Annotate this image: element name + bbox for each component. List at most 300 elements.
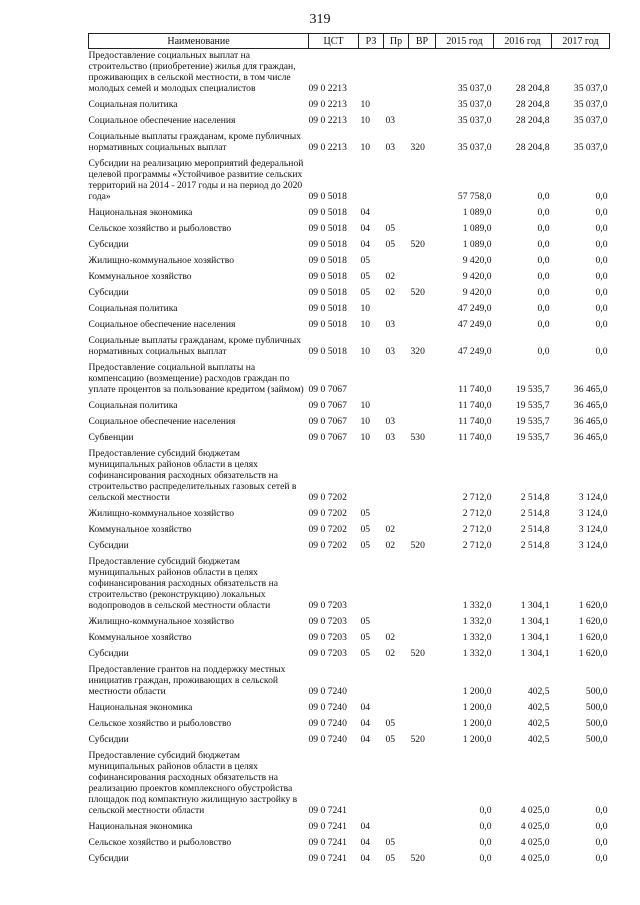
row-pr bbox=[384, 302, 409, 318]
row-cst: 09 0 7241 bbox=[308, 821, 347, 832]
row-pr: 02 bbox=[385, 271, 396, 282]
row-value-2016: 28 204,8 bbox=[515, 99, 550, 110]
row-value-2015: 1 200,0 bbox=[462, 686, 492, 697]
row-vr bbox=[409, 717, 436, 733]
row-value-2016: 19 535,7 bbox=[515, 416, 550, 427]
row-cst: 09 0 5018 bbox=[308, 287, 347, 298]
row-value-2015: 1 089,0 bbox=[462, 223, 492, 234]
row-value-2016: 0,0 bbox=[537, 255, 550, 266]
row-pr bbox=[384, 157, 409, 206]
row-cst: 09 0 7203 bbox=[308, 616, 347, 627]
row-value-2016: 0,0 bbox=[537, 223, 550, 234]
row-name: Социальная политика bbox=[88, 400, 178, 411]
row-rz: 04 bbox=[360, 837, 371, 848]
row-vr bbox=[409, 222, 436, 238]
row-vr bbox=[409, 114, 436, 130]
row-rz: 10 bbox=[360, 346, 371, 357]
row-value-2015: 1 332,0 bbox=[462, 632, 492, 643]
row-name: Сельское хозяйство и рыболовство bbox=[88, 718, 232, 729]
row-value-2015: 1 332,0 bbox=[462, 600, 492, 611]
row-vr bbox=[409, 523, 436, 539]
row-pr: 02 bbox=[385, 648, 396, 659]
row-cst: 09 0 2213 bbox=[308, 115, 347, 126]
row-value-2015: 9 420,0 bbox=[462, 271, 492, 282]
row-vr bbox=[409, 49, 436, 99]
row-cst: 09 0 7240 bbox=[308, 702, 347, 713]
row-value-2016: 28 204,8 bbox=[515, 83, 550, 94]
row-value-2017: 36 465,0 bbox=[573, 384, 608, 395]
row-value-2016: 0,0 bbox=[537, 303, 550, 314]
row-rz bbox=[359, 447, 384, 507]
row-rz: 04 bbox=[360, 853, 371, 864]
row-rz bbox=[359, 749, 384, 820]
row-cst: 09 0 7067 bbox=[308, 384, 347, 395]
table-row bbox=[89, 663, 610, 701]
row-cst: 09 0 7067 bbox=[308, 416, 347, 427]
row-rz: 10 bbox=[360, 319, 371, 330]
header-name: Наименование bbox=[89, 34, 309, 49]
row-rz bbox=[359, 49, 384, 99]
row-vr: 320 bbox=[410, 346, 425, 357]
row-vr bbox=[409, 206, 436, 222]
row-value-2017: 0,0 bbox=[595, 805, 608, 816]
row-cst: 09 0 7202 bbox=[308, 524, 347, 535]
row-pr bbox=[384, 507, 409, 523]
row-value-2015: 47 249,0 bbox=[457, 319, 492, 330]
row-value-2017: 0,0 bbox=[595, 255, 608, 266]
row-cst: 09 0 5018 bbox=[308, 346, 347, 357]
row-value-2015: 1 089,0 bbox=[462, 239, 492, 250]
row-value-2017: 35 037,0 bbox=[573, 142, 608, 153]
row-value-2017: 0,0 bbox=[595, 223, 608, 234]
row-rz: 05 bbox=[360, 524, 371, 535]
row-rz: 05 bbox=[360, 632, 371, 643]
row-vr: 520 bbox=[410, 239, 425, 250]
row-rz: 10 bbox=[360, 99, 371, 110]
row-vr bbox=[409, 615, 436, 631]
row-vr bbox=[409, 701, 436, 717]
row-vr: 520 bbox=[410, 540, 425, 551]
row-value-2017: 36 465,0 bbox=[573, 416, 608, 427]
row-cst: 09 0 7241 bbox=[308, 837, 347, 848]
table-row bbox=[89, 254, 610, 270]
row-value-2016: 1 304,1 bbox=[520, 632, 550, 643]
row-pr: 05 bbox=[385, 734, 396, 745]
row-pr: 05 bbox=[385, 239, 396, 250]
row-cst: 09 0 5018 bbox=[308, 319, 347, 330]
table-row bbox=[89, 238, 610, 254]
row-rz: 10 bbox=[360, 115, 371, 126]
row-value-2015: 9 420,0 bbox=[462, 255, 492, 266]
row-name: Социальное обеспечение населения bbox=[88, 416, 236, 427]
row-name: Субсидии bbox=[88, 734, 129, 745]
row-name: Субсидии на реализацию мероприятий федеральной целевой программы «Устойчивое развитие сельских территорий на 2014 - 2017 годы и на период до 2020 года» bbox=[88, 158, 304, 202]
row-name: Предоставление грантов на поддержку местных инициатив граждан, проживающих в сельской местности области bbox=[88, 664, 286, 697]
row-value-2017: 500,0 bbox=[585, 702, 608, 713]
row-name: Жилищно-коммунальное хозяйство bbox=[88, 255, 235, 266]
row-cst: 09 0 7203 bbox=[308, 648, 347, 659]
row-value-2017: 36 465,0 bbox=[573, 432, 608, 443]
table-row bbox=[89, 701, 610, 717]
row-vr bbox=[409, 631, 436, 647]
row-value-2016: 0,0 bbox=[537, 271, 550, 282]
row-pr bbox=[384, 399, 409, 415]
row-value-2017: 500,0 bbox=[585, 718, 608, 729]
row-value-2015: 57 758,0 bbox=[457, 191, 492, 202]
row-rz: 10 bbox=[360, 416, 371, 427]
row-cst: 09 0 5018 bbox=[308, 191, 347, 202]
row-pr: 03 bbox=[385, 346, 396, 357]
row-vr bbox=[409, 820, 436, 836]
row-rz: 10 bbox=[360, 303, 371, 314]
row-pr bbox=[384, 555, 409, 615]
row-rz: 05 bbox=[360, 255, 371, 266]
row-cst: 09 0 2213 bbox=[308, 142, 347, 153]
table-row bbox=[89, 555, 610, 615]
row-rz: 04 bbox=[360, 734, 371, 745]
row-name: Предоставление социальных выплат на строительство (приобретение) жилья для граждан, проживающих в сельской местности, в том числе молодых семей и молодых специалистов bbox=[88, 50, 296, 94]
table-row bbox=[89, 286, 610, 302]
page-number: 319 bbox=[309, 12, 331, 27]
row-vr: 520 bbox=[410, 287, 425, 298]
row-name: Социальные выплаты гражданам, кроме публичных нормативных социальных выплат bbox=[88, 335, 302, 357]
row-value-2017: 35 037,0 bbox=[573, 99, 608, 110]
row-cst: 09 0 5018 bbox=[308, 207, 347, 218]
row-name: Коммунальное хозяйство bbox=[88, 524, 192, 535]
row-name: Жилищно-коммунальное хозяйство bbox=[88, 508, 235, 519]
header-cst: ЦСТ bbox=[309, 34, 359, 49]
row-value-2016: 0,0 bbox=[537, 239, 550, 250]
row-rz bbox=[359, 663, 384, 701]
row-pr: 05 bbox=[385, 853, 396, 864]
row-cst: 09 0 7241 bbox=[308, 805, 347, 816]
row-value-2015: 35 037,0 bbox=[457, 115, 492, 126]
table-row bbox=[89, 447, 610, 507]
row-pr bbox=[384, 49, 409, 99]
row-name: Предоставление социальной выплаты на компенсацию (возмещение) расходов граждан по уплате процентов за пользование кредитом (займом) bbox=[88, 362, 304, 395]
row-value-2015: 9 420,0 bbox=[462, 287, 492, 298]
table-row bbox=[89, 318, 610, 334]
row-pr bbox=[384, 447, 409, 507]
row-cst: 09 0 7240 bbox=[308, 734, 347, 745]
row-rz: 05 bbox=[360, 271, 371, 282]
row-pr: 03 bbox=[385, 142, 396, 153]
row-name: Коммунальное хозяйство bbox=[88, 632, 192, 643]
table-body bbox=[89, 49, 610, 869]
row-cst: 09 0 7202 bbox=[308, 540, 347, 551]
table-row bbox=[89, 507, 610, 523]
row-cst: 09 0 7203 bbox=[308, 632, 347, 643]
row-rz: 05 bbox=[360, 508, 371, 519]
row-rz: 04 bbox=[360, 821, 371, 832]
row-value-2016: 0,0 bbox=[537, 287, 550, 298]
row-value-2017: 36 465,0 bbox=[573, 400, 608, 411]
row-cst: 09 0 2213 bbox=[308, 99, 347, 110]
row-pr bbox=[384, 663, 409, 701]
row-value-2015: 11 740,0 bbox=[458, 400, 492, 411]
row-vr: 320 bbox=[410, 142, 425, 153]
row-pr: 05 bbox=[385, 718, 396, 729]
table-row bbox=[89, 733, 610, 749]
row-vr bbox=[409, 361, 436, 399]
row-value-2016: 28 204,8 bbox=[515, 142, 550, 153]
row-value-2017: 0,0 bbox=[595, 303, 608, 314]
budget-table bbox=[88, 33, 610, 868]
row-vr bbox=[409, 555, 436, 615]
row-value-2017: 1 620,0 bbox=[578, 600, 608, 611]
row-name: Жилищно-коммунальное хозяйство bbox=[88, 616, 235, 627]
header-vr: ВР bbox=[409, 34, 436, 49]
row-name: Социальная политика bbox=[88, 303, 178, 314]
row-value-2015: 35 037,0 bbox=[457, 142, 492, 153]
row-vr bbox=[409, 270, 436, 286]
row-cst: 09 0 7067 bbox=[308, 432, 347, 443]
row-value-2015: 11 740,0 bbox=[458, 384, 492, 395]
row-value-2016: 4 025,0 bbox=[520, 805, 550, 816]
row-vr bbox=[409, 157, 436, 206]
row-cst: 09 0 7241 bbox=[308, 853, 347, 864]
row-value-2016: 28 204,8 bbox=[515, 115, 550, 126]
row-cst: 09 0 7203 bbox=[308, 600, 347, 611]
row-value-2016: 0,0 bbox=[537, 346, 550, 357]
row-value-2016: 4 025,0 bbox=[520, 853, 550, 864]
row-value-2017: 500,0 bbox=[585, 734, 608, 745]
row-value-2017: 3 124,0 bbox=[578, 540, 608, 551]
row-value-2015: 1 200,0 bbox=[462, 702, 492, 713]
row-value-2015: 1 332,0 bbox=[462, 648, 492, 659]
row-vr: 530 bbox=[410, 432, 425, 443]
row-vr bbox=[409, 302, 436, 318]
row-cst: 09 0 5018 bbox=[308, 271, 347, 282]
row-cst: 09 0 7067 bbox=[308, 400, 347, 411]
row-value-2017: 1 620,0 bbox=[578, 632, 608, 643]
row-rz: 10 bbox=[360, 142, 371, 153]
row-value-2017: 35 037,0 bbox=[573, 115, 608, 126]
row-value-2015: 2 712,0 bbox=[462, 492, 492, 503]
row-rz: 10 bbox=[360, 400, 371, 411]
table-row bbox=[89, 647, 610, 663]
row-value-2016: 402,5 bbox=[527, 702, 550, 713]
row-value-2017: 0,0 bbox=[595, 837, 608, 848]
header-pr: Пр bbox=[384, 34, 409, 49]
row-cst: 09 0 2213 bbox=[308, 83, 347, 94]
row-value-2016: 1 304,1 bbox=[520, 648, 550, 659]
row-name: Национальная экономика bbox=[88, 702, 193, 713]
row-value-2016: 402,5 bbox=[527, 686, 550, 697]
table-row bbox=[89, 820, 610, 836]
row-value-2017: 0,0 bbox=[595, 319, 608, 330]
row-value-2016: 1 304,1 bbox=[520, 600, 550, 611]
table-row bbox=[89, 615, 610, 631]
header-rz: РЗ bbox=[359, 34, 384, 49]
row-rz bbox=[359, 157, 384, 206]
table-row bbox=[89, 334, 610, 361]
table-row bbox=[89, 523, 610, 539]
row-pr: 02 bbox=[385, 524, 396, 535]
row-value-2016: 2 514,8 bbox=[520, 524, 550, 535]
row-value-2017: 500,0 bbox=[585, 686, 608, 697]
row-value-2016: 19 535,7 bbox=[515, 384, 550, 395]
table-row bbox=[89, 130, 610, 157]
row-value-2017: 0,0 bbox=[595, 191, 608, 202]
row-value-2016: 0,0 bbox=[537, 207, 550, 218]
row-rz: 05 bbox=[360, 287, 371, 298]
row-vr bbox=[409, 415, 436, 431]
row-cst: 09 0 7202 bbox=[308, 508, 347, 519]
table-row bbox=[89, 539, 610, 555]
row-name: Социальное обеспечение населения bbox=[88, 115, 236, 126]
row-name: Субсидии bbox=[88, 648, 129, 659]
row-vr bbox=[409, 447, 436, 507]
row-value-2017: 0,0 bbox=[595, 271, 608, 282]
row-value-2017: 35 037,0 bbox=[573, 83, 608, 94]
row-rz bbox=[359, 555, 384, 615]
row-pr bbox=[384, 820, 409, 836]
table-row bbox=[89, 361, 610, 399]
table-row bbox=[89, 222, 610, 238]
row-rz: 04 bbox=[360, 223, 371, 234]
row-rz: 05 bbox=[360, 540, 371, 551]
row-name: Предоставление субсидий бюджетам муниципальных районов области в целях софинансирования расходных обязательств на реализацию проектов комплексного обустройства площадок под компактную жилищную застройку в сельской местности области bbox=[88, 750, 298, 816]
row-value-2015: 0,0 bbox=[479, 853, 492, 864]
row-name: Предоставление субсидий бюджетам муниципальных районов области в целях софинансирования расходных обязательств на строительство распределительных газовых сетей в сельской местности bbox=[88, 448, 297, 503]
row-rz: 04 bbox=[360, 718, 371, 729]
row-pr bbox=[384, 701, 409, 717]
row-value-2016: 19 535,7 bbox=[515, 432, 550, 443]
row-name: Социальные выплаты гражданам, кроме публичных нормативных социальных выплат bbox=[88, 131, 302, 153]
row-vr bbox=[409, 254, 436, 270]
row-value-2016: 402,5 bbox=[527, 734, 550, 745]
row-value-2015: 2 712,0 bbox=[462, 540, 492, 551]
row-vr bbox=[409, 507, 436, 523]
row-vr bbox=[409, 98, 436, 114]
row-value-2017: 0,0 bbox=[595, 287, 608, 298]
row-value-2015: 2 712,0 bbox=[462, 524, 492, 535]
row-vr bbox=[409, 399, 436, 415]
table-row bbox=[89, 431, 610, 447]
header-2015: 2015 год bbox=[436, 34, 494, 49]
row-pr bbox=[384, 615, 409, 631]
row-value-2017: 0,0 bbox=[595, 853, 608, 864]
row-name: Субсидии bbox=[88, 540, 129, 551]
row-name: Субсидии bbox=[88, 287, 129, 298]
row-value-2016: 2 514,8 bbox=[520, 508, 550, 519]
row-vr bbox=[409, 318, 436, 334]
row-rz: 04 bbox=[360, 702, 371, 713]
row-pr: 02 bbox=[385, 540, 396, 551]
row-cst: 09 0 5018 bbox=[308, 223, 347, 234]
row-value-2015: 35 037,0 bbox=[457, 83, 492, 94]
row-name: Субвенции bbox=[88, 432, 134, 443]
row-value-2015: 11 740,0 bbox=[458, 432, 492, 443]
row-value-2015: 47 249,0 bbox=[457, 303, 492, 314]
row-value-2016: 4 025,0 bbox=[520, 837, 550, 848]
row-value-2017: 1 620,0 bbox=[578, 648, 608, 659]
row-vr: 520 bbox=[410, 648, 425, 659]
table-row bbox=[89, 631, 610, 647]
table-row bbox=[89, 749, 610, 820]
row-cst: 09 0 5018 bbox=[308, 239, 347, 250]
row-name: Сельское хозяйство и рыболовство bbox=[88, 837, 232, 848]
row-value-2017: 0,0 bbox=[595, 207, 608, 218]
row-value-2017: 0,0 bbox=[595, 821, 608, 832]
row-vr: 520 bbox=[410, 734, 425, 745]
row-cst: 09 0 7202 bbox=[308, 492, 347, 503]
row-value-2017: 0,0 bbox=[595, 239, 608, 250]
row-value-2017: 1 620,0 bbox=[578, 616, 608, 627]
row-value-2015: 0,0 bbox=[479, 805, 492, 816]
row-cst: 09 0 5018 bbox=[308, 255, 347, 266]
row-value-2015: 1 332,0 bbox=[462, 616, 492, 627]
row-vr bbox=[409, 663, 436, 701]
table-row bbox=[89, 49, 610, 99]
row-cst: 09 0 5018 bbox=[308, 303, 347, 314]
row-pr: 05 bbox=[385, 223, 396, 234]
row-value-2015: 0,0 bbox=[479, 837, 492, 848]
row-pr bbox=[384, 254, 409, 270]
row-value-2016: 1 304,1 bbox=[520, 616, 550, 627]
row-pr bbox=[384, 98, 409, 114]
row-pr: 03 bbox=[385, 416, 396, 427]
row-value-2017: 0,0 bbox=[595, 346, 608, 357]
row-rz: 10 bbox=[360, 432, 371, 443]
row-name: Сельское хозяйство и рыболовство bbox=[88, 223, 232, 234]
row-rz: 04 bbox=[360, 207, 371, 218]
table-row bbox=[89, 206, 610, 222]
row-value-2015: 35 037,0 bbox=[457, 99, 492, 110]
header-2017: 2017 год bbox=[552, 34, 610, 49]
row-vr bbox=[409, 749, 436, 820]
row-rz: 05 bbox=[360, 616, 371, 627]
table-row bbox=[89, 302, 610, 318]
table-row bbox=[89, 157, 610, 206]
row-rz bbox=[359, 361, 384, 399]
row-pr: 03 bbox=[385, 432, 396, 443]
row-value-2015: 11 740,0 bbox=[458, 416, 492, 427]
row-value-2016: 0,0 bbox=[537, 191, 550, 202]
row-name: Субсидии bbox=[88, 239, 129, 250]
row-value-2016: 2 514,8 bbox=[520, 492, 550, 503]
row-value-2015: 1 200,0 bbox=[462, 718, 492, 729]
row-pr: 03 bbox=[385, 115, 396, 126]
row-value-2016: 0,0 bbox=[537, 319, 550, 330]
row-value-2017: 3 124,0 bbox=[578, 492, 608, 503]
row-pr: 03 bbox=[385, 319, 396, 330]
row-name: Социальная политика bbox=[88, 99, 178, 110]
row-name: Субсидии bbox=[88, 853, 129, 864]
row-value-2015: 47 249,0 bbox=[457, 346, 492, 357]
header-2016: 2016 год bbox=[494, 34, 552, 49]
row-name: Коммунальное хозяйство bbox=[88, 271, 192, 282]
row-name: Предоставление субсидий бюджетам муниципальных районов области в целях софинансирования расходных обязательств на строительство (реконструкцию) локальных водопроводов в сельской местности области bbox=[88, 556, 278, 611]
row-pr: 02 bbox=[385, 632, 396, 643]
row-value-2015: 2 712,0 bbox=[462, 508, 492, 519]
row-value-2015: 1 200,0 bbox=[462, 734, 492, 745]
row-pr bbox=[384, 361, 409, 399]
row-rz: 05 bbox=[360, 648, 371, 659]
row-cst: 09 0 7240 bbox=[308, 686, 347, 697]
row-name: Национальная экономика bbox=[88, 821, 193, 832]
table-row bbox=[89, 836, 610, 852]
table-row bbox=[89, 98, 610, 114]
row-pr: 05 bbox=[385, 837, 396, 848]
table-header bbox=[89, 34, 610, 49]
table-row bbox=[89, 717, 610, 733]
row-value-2016: 19 535,7 bbox=[515, 400, 550, 411]
row-pr bbox=[384, 206, 409, 222]
row-pr: 02 bbox=[385, 287, 396, 298]
row-value-2015: 1 089,0 bbox=[462, 207, 492, 218]
